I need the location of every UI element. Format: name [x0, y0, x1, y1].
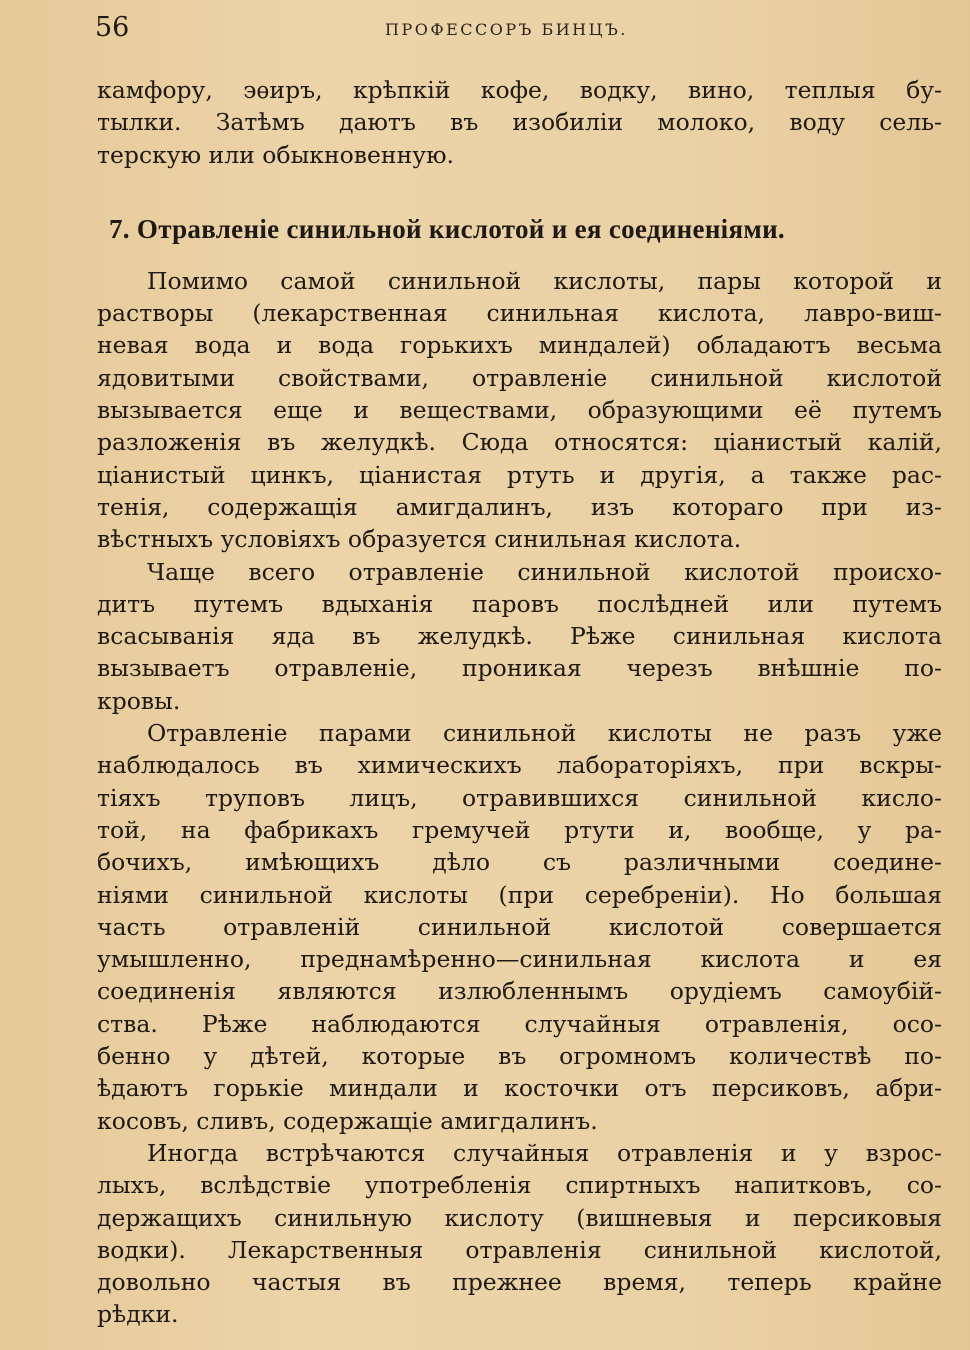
text-line: тенія, содержащія амигдалинъ, изъ котораго при из-	[97, 492, 942, 521]
text-line: разложенія въ желудкѣ. Сюда относятся: ціанистый калій,	[97, 428, 942, 457]
text-line: довольно частыя въ прежнее время, теперь крайне	[97, 1268, 942, 1297]
text-line: ѣдаютъ горькіе миндали и косточки отъ персиковъ, абри-	[97, 1074, 942, 1103]
running-head: ПРОФЕССОРЪ БИНЦЪ.	[385, 20, 628, 39]
text-line: лыхъ, вслѣдствіе употребленія спиртныхъ напитковъ, со-	[97, 1171, 942, 1200]
page-number: 56	[95, 12, 130, 43]
text-line: вызываетъ отравленіе, проникая черезъ внѣшніе по-	[97, 654, 942, 683]
text-line: ства. Рѣже наблюдаются случайныя отравленія, осо-	[97, 1009, 942, 1038]
paragraph-3	[97, 717, 942, 1137]
text-line: умышленно, преднамѣренно—синильная кислота и ея	[97, 945, 942, 974]
text-line: Иногда встрѣчаются случайныя отравленія и у взрос-	[147, 1138, 942, 1167]
text-line: соединенія являются излюбленнымъ орудіемъ самоубій-	[97, 977, 942, 1006]
intro-paragraph	[97, 74, 942, 171]
paragraph-4	[97, 1137, 942, 1331]
page-header	[95, 12, 930, 52]
text-line: тылки. Затѣмъ даютъ въ изобиліи молоко, воду сель-	[97, 108, 942, 137]
text-line: терскую или обыкновенную.	[97, 140, 454, 169]
text-line: той, на фабрикахъ гремучей ртути и, вообще, у ра-	[97, 815, 942, 844]
paragraph-1	[97, 265, 942, 556]
text-line: часть отравленій синильной кислотой совершается	[97, 912, 942, 941]
text-line: Отравленіе парами синильной кислоты не разъ уже	[147, 719, 942, 748]
paragraph-2	[97, 556, 942, 717]
text-line: Чаще всего отравленіе синильной кислотой происхо-	[147, 557, 942, 586]
text-line: держащихъ синильную кислоту (вишневыя и персиковыя	[97, 1203, 942, 1232]
page-body	[97, 74, 942, 1331]
text-line: камфору, эѳиръ, крѣпкій кофе, водку, вино, теплыя бу-	[97, 76, 942, 104]
text-line: ядовитыми свойствами, отравленіе синильной кислотой	[97, 363, 942, 392]
text-line: вызывается еще и веществами, образующими её путемъ	[97, 396, 942, 425]
text-line: бочихъ, имѣющихъ дѣло съ различными соедине-	[97, 848, 942, 877]
text-line: Помимо самой синильной кислоты, пары которой и	[147, 266, 942, 295]
section-title: 7. Отравленіе синильной кислотой и ея соединеніями.	[109, 213, 785, 244]
text-line: невая вода и вода горькихъ миндалей) обладаютъ весьма	[97, 331, 942, 360]
text-line: тіяхъ труповъ лицъ, отравившихся синильной кисло-	[97, 783, 942, 812]
text-line: водки). Лекарственныя отравленія синильной кислотой,	[97, 1235, 942, 1264]
text-line: ніями синильной кислоты (при серебреніи). Но большая	[97, 880, 942, 909]
text-line: рѣдки.	[97, 1300, 179, 1329]
text-line: бенно у дѣтей, которые въ огромномъ количествѣ по-	[97, 1042, 942, 1071]
text-line: кровы.	[97, 686, 181, 715]
text-line: косовъ, сливъ, содержащіе амигдалинъ.	[97, 1106, 598, 1135]
text-line: растворы (лекарственная синильная кислота, лавро-виш-	[97, 299, 942, 328]
text-line: вѣстныхъ условіяхъ образуется синильная кислота.	[97, 525, 742, 554]
text-line: дитъ путемъ вдыханія паровъ послѣдней или путемъ	[97, 589, 942, 618]
text-line: всасыванія яда въ желудкѣ. Рѣже синильная кислота	[97, 622, 942, 651]
text-line: наблюдалось въ химическихъ лабораторіяхъ, при вскры-	[97, 751, 942, 780]
text-line: ціанистый цинкъ, ціанистая ртуть и другія, а также рас-	[97, 460, 942, 489]
